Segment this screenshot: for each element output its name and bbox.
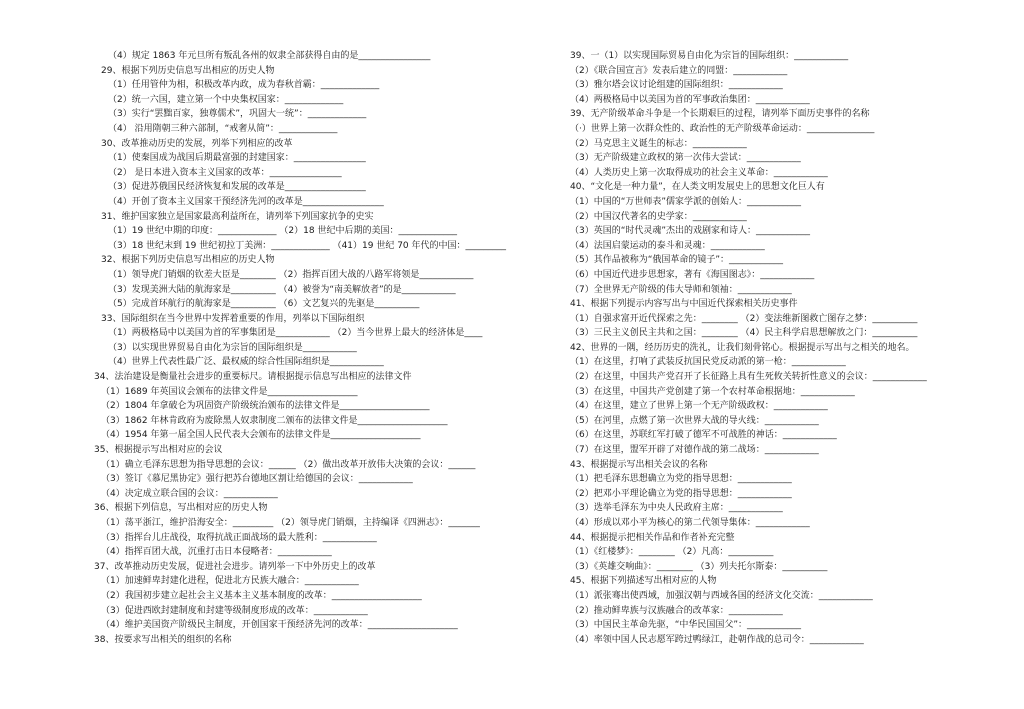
right-column-line: （5）在河里，点燃了第一次世界大战的导火线：____________ xyxy=(570,415,819,426)
left-column-line: （3）指挥台儿庄战役，取得抗战正面战场的最大胜利：____________ xyxy=(101,532,377,543)
right-column-line: （1）中国的“万世师表”儒家学派的创始人：____________ xyxy=(570,196,802,207)
left-column-line: 38、按要求写出相关的组织的名称 xyxy=(94,634,232,645)
left-column xyxy=(94,49,534,647)
left-column-line: 29、根据下列历史信息写出相应的历史人物 xyxy=(101,65,275,76)
right-column-line: （5）其作品被称为“俄国革命的镜子”：____________ xyxy=(570,255,784,266)
left-column-line: （4）规定 1863 年元旦所有叛乱各州的奴隶全部获得自由的是________________ xyxy=(108,51,431,61)
right-column-line: 44、根据提示把相关作品和作者补充完整 xyxy=(570,532,735,543)
right-column-line: 39、一（1）以实现国际贸易自由化为宗旨的国际组织：____________ xyxy=(570,51,849,61)
right-column-line: （7）在这里，盟军开辟了对德作战的第二战场：____________ xyxy=(570,445,819,456)
right-column-line: （3）选举毛泽东为中央人民政府主席：____________ xyxy=(570,503,783,514)
left-column-line: （1）加速鲜卑封建化进程，促进北方民族大融合：____________ xyxy=(101,576,359,587)
left-column-line: （1）任用管仲为相，积极改革内政，成为春秋首霸：_____________ xyxy=(108,80,380,91)
left-column-line: （3）发现美洲大陆的航海家是__________ （4）被誉为“南美解放者”的是____________ xyxy=(108,284,456,295)
left-column-line: （4） 沿用隋朝三种六部制，“戒奢从简”：_____________ xyxy=(108,123,338,134)
right-column-line: （1）自强求富开近代探索之先：________ （2）变法维新图救亡图存之梦：__________ xyxy=(570,313,918,324)
right-column-line: （1）派张骞出使西域，加强汉朝与西域各国的经济文化交流：____________ xyxy=(570,590,873,601)
left-column-line: （4）维护美国资产阶级民主制度，开创国家干预经济先河的改革：____________________ xyxy=(101,620,458,631)
right-column-line: （6）在这里，苏联红军打破了德军不可战胜的神话：____________ xyxy=(570,430,837,441)
left-column-line: （1）19 世纪中期的印度：_____________ （2）18 世纪中后期的美国：_____________ xyxy=(108,226,457,237)
right-column-line: （4）在这里，建立了世界上第一个无产阶级政权：____________ xyxy=(570,401,828,412)
left-column-line: （1）使秦国成为战国后期最富强的封建国家：________________ xyxy=(108,153,366,164)
right-column-line: （4）两极格局中以美国为首的军事政治集团：____________ xyxy=(570,94,810,105)
left-column-line: （4）指挥百团大战，沉重打击日本侵略者：____________ xyxy=(101,547,332,558)
left-column-line: 30、改革推动历史的发展，列举下列相应的改革 xyxy=(101,138,293,149)
left-column-line: （4）决定成立联合国的会议：____________ xyxy=(101,488,278,499)
left-column-line: （1）1689 年英国议会颁布的法律文件是____________________ xyxy=(101,386,358,397)
right-column-line: （3）三民主义创民主共和之国：________ （4）民主科学启思想解放之门：__________ xyxy=(570,328,918,339)
right-column-line: （2）把邓小平理论确立为党的指导思想：____________ xyxy=(570,488,792,499)
right-column xyxy=(570,49,990,647)
right-column-line: 42、世界的一隅，经历历史的洗礼，让我们刻骨铭心。根据提示写出与之相关的地名。 xyxy=(570,342,915,353)
right-column-line: （4）率领中国人民志愿军跨过鸭绿江，赴朝作战的总司令：____________ xyxy=(570,634,864,645)
left-column-line: （1）确立毛泽东思想为指导思想的会议：______ （2）做出改革开放伟大决策的会议：______ xyxy=(101,459,476,470)
left-column-line: （2） 是日本进入资本主义国家的改革：________________ xyxy=(108,167,342,178)
right-column-line: （3）英国的“时代灵魂”杰出的戏剧家和诗人：____________ xyxy=(570,226,811,237)
left-column-line: （3）促进苏俄国民经济恢复和发展的改革是__________________ xyxy=(108,182,366,193)
left-column-line: （3）1862 年林肯政府为废除黑人奴隶制度二颁布的法律文件是____________________ xyxy=(101,415,448,426)
left-column-line: （1）领导虎门销烟的钦差大臣是________ （2）指挥百团大战的八路军将领是____________ xyxy=(108,269,474,280)
right-column-line: 39、无产阶级革命斗争是一个长期艰巨的过程，请列举下面历史事件的名称 xyxy=(570,109,870,120)
left-column-line: 35、根据提示写出相对应的会议 xyxy=(94,445,223,456)
right-column-line: （1）把毛泽东思想确立为党的指导思想：____________ xyxy=(570,474,792,485)
right-column-line: （3）无产阶级建立政权的第一次伟大尝试：____________ xyxy=(570,153,801,164)
left-column-line: （3）促进西欧封建制度和封建等级制度形成的改革：____________ xyxy=(101,605,368,616)
right-column-line: 40、“文化是一种力量”，在人类文明发展史上的思想文化巨人有 xyxy=(570,182,825,193)
right-column-line: 43、根据提示写出相关会议的名称 xyxy=(570,459,708,470)
left-column-line: 31、维护国家独立是国家最高利益所在，请列举下列国家抗争的史实 xyxy=(101,211,374,222)
right-column-line: （4）人类历史上第一次取得成功的社会主义革命：____________ xyxy=(570,167,828,178)
left-column-line: 32、根据下列历史信息写出相应的历史人物 xyxy=(101,255,275,266)
left-column-line: 37、改革推动历史发展，促进社会进步。请列举一下中外历史上的改革 xyxy=(94,561,376,572)
left-column-line: （3）以实现世界贸易自由化为宗旨的国际组织是____________ xyxy=(108,342,357,353)
left-column-line: （3）签订《慕尼黑协定》强行把苏台德地区割让给德国的会议：____________ xyxy=(101,474,413,485)
right-column-line: （2）《联合国宣言》发表后建立的同盟：____________ xyxy=(570,65,788,76)
right-column-line: （4）法国启蒙运动的泰斗和灵魂：____________ xyxy=(570,240,765,251)
left-column-line: （3）实行“罢黜百家，独尊儒术”，巩固大一统”：_____________ xyxy=(108,109,367,120)
left-column-line: 33、国际组织在当今世界中发挥着重要的作用，列举以下国际组织 xyxy=(101,313,365,324)
right-column-line: （1）在这里，打响了武装反抗国民党反动派的第一枪：____________ xyxy=(570,357,846,368)
left-column-line: （2）1804 年拿破仑为巩固资产阶级统治颁布的法律文件是____________________ xyxy=(101,401,430,412)
left-column-line: （4）1954 年第一届全国人民代表大会颁布的法律文件是____________________ xyxy=(101,430,421,441)
right-column-line: （3）雅尔塔会议讨论组建的国际组织：____________ xyxy=(570,80,783,91)
right-column-line: （2）中国汉代著名的史学家：____________ xyxy=(570,211,747,222)
left-column-line: （3）18 世纪末到 19 世纪初拉丁美洲：_____________ （41）19 世纪 70 年代的中国：_________ xyxy=(108,240,507,251)
right-column-line: （1）《红楼梦》：________ （2）凡高：__________ xyxy=(570,547,774,558)
right-column-line: （2）推动鲜卑族与汉族融合的改革家：____________ xyxy=(570,605,783,616)
left-column-line: 34、法治建设是衡量社会进步的重要标尺。请根据提示信息写出相应的法律文件 xyxy=(94,372,412,383)
right-column-line: （2）马克思主义诞生的标志：____________ xyxy=(570,138,747,149)
left-column-line: （4）世界上代表性最广泛、最权威的综合性国际组织是____________ xyxy=(108,357,384,368)
right-column-line: （3）在这里，中国共产党创建了第一个农村革命根据地：____________ xyxy=(570,386,855,397)
right-column-line: （3）中国民主革命先驱，“中华民国国父”：____________ xyxy=(570,620,802,631)
right-column-line: （·）世界上第一次群众性的、政治性的无产阶级革命运动：_______________ xyxy=(570,123,875,134)
left-column-line: （1）两极格局中以美国为首的军事集团是____________ （2）当今世界上最大的经济体是____ xyxy=(108,328,483,339)
right-column-line: 45、根据下列描述写出相对应的人物 xyxy=(570,576,717,587)
right-column-line: 41、根据下列提示内容写出与中国近代探索相关历史事件 xyxy=(570,299,798,310)
right-column-line: （6）中国近代进步思想家，著有《海国图志》：____________ xyxy=(570,269,815,280)
right-column-line: （7）全世界无产阶级的伟大导师和领袖：____________ xyxy=(570,284,792,295)
left-column-line: （1）荡平浙江，维护沿海安全：_________ （2）领导虎门销烟，主持编译《四洲志》：_______ xyxy=(101,518,480,528)
left-column-line: （2）我国初步建立起社会主义基本主义基本制度的改革：____________________ xyxy=(101,590,422,601)
left-column-line: 36、根据下列信息，写出相对应的历史人物 xyxy=(94,503,268,514)
left-column-line: （5）完成首环航行的航海家是__________ （6）文艺复兴的先驱是__________ xyxy=(108,299,420,310)
right-column-line: （4）形成以邓小平为核心的第二代领导集体：____________ xyxy=(570,518,810,528)
right-column-line: （2）在这里，中国共产党召开了长征路上具有生死攸关转折性意义的会议：____________ xyxy=(570,372,927,383)
left-column-line: （2）统一六国，建立第一个中央集权国家：_____________ xyxy=(108,94,344,105)
left-column-line: （4）开创了资本主义国家干预经济先河的改革是__________________ xyxy=(108,196,384,207)
right-column-line: （3）《英雄交响曲》：________ （3）列夫托尔斯泰：__________ xyxy=(570,561,828,572)
